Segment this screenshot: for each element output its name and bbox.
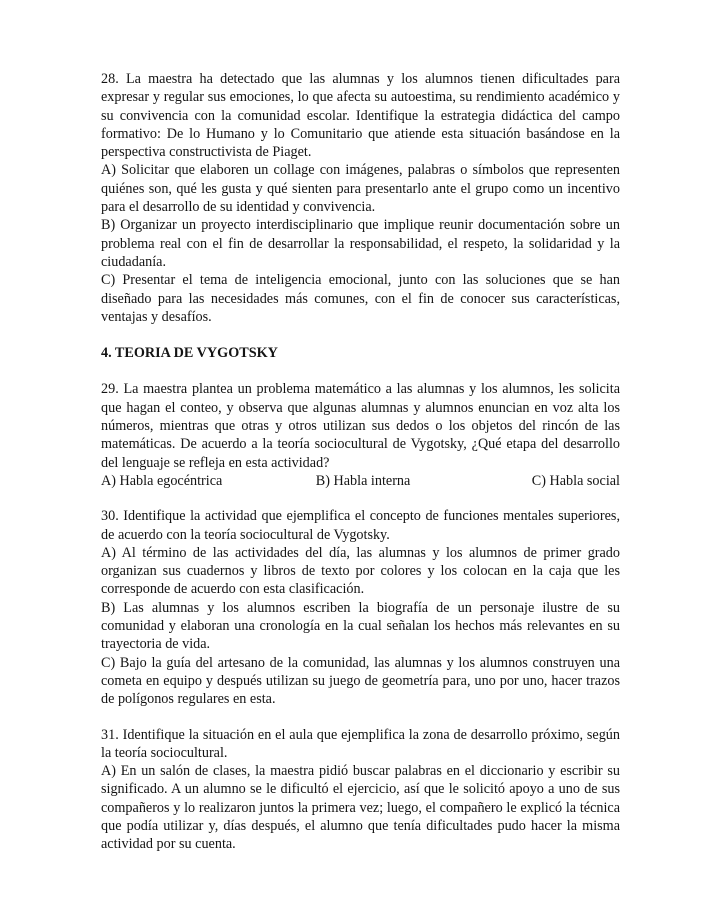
question-31 <box>101 726 620 854</box>
question-30 <box>101 507 620 708</box>
question-30-option-a: A) Al término de las actividades del día, las alumnas y los alumnos de primer grado organizan sus cuadernos y libros de texto por colores y los colocan en la caja que les corresponde de acuerdo con esta clasificación. <box>101 544 620 598</box>
question-29-option-b: B) Habla interna <box>315 472 411 489</box>
spacer <box>101 709 620 726</box>
spacer <box>101 362 620 380</box>
question-28-option-b: B) Organizar un proyecto interdisciplinario que implique reunir documentación sobre un problema real con el fin de desarrollar la responsabilidad, el respeto, la solidaridad y la ciudadanía. <box>101 217 620 270</box>
question-29-stem: 29. La maestra plantea un problema matemático a las alumnas y los alumnos, les solicita que hagan el conteo, y observa que algunas alumnas y alumnos enuncian en voz alta los números, mientras que otras y otros utilizan sus dedos o los objetos del rincón de las matemáticas. De acuerdo a la teoría sociocultural de Vygotsky, ¿Qué etapa del desarrollo del lenguaje se refleja en esta actividad? <box>101 381 620 471</box>
question-31-option-a: A) En un salón de clases, la maestra pidió buscar palabras en el diccionario y escribir su significado. A un alumno se le dificultó el ejercicio, así que le solicitó apoyo a uno de sus compañeros y lo realizaron juntos la primera vez; luego, el compañero le explicó la técnica que podía utilizar y, días después, el alumno que tenía dificultades pudo hacer la misma actividad por su cuenta. <box>101 763 620 853</box>
question-31-stem: 31. Identifique la situación en el aula que ejemplifica la zona de desarrollo próximo, según la teoría sociocultural. <box>101 726 620 761</box>
question-28-option-c: C) Presentar el tema de inteligencia emocional, junto con las soluciones que se han diseñado para las necesidades más comunes, con el fin de conocer sus características, ventajas y desafíos. <box>101 272 620 325</box>
question-29-options <box>101 472 620 490</box>
question-30-option-b: B) Las alumnas y los alumnos escriben la biografía de un personaje ilustre de su comunidad y elaboran una cronología en la cual señalan los hechos más relevantes en su trayectoria de vida. <box>101 599 620 653</box>
section-heading: 4. TEORIA DE VYGOTSKY <box>101 345 278 362</box>
spacer <box>101 490 620 507</box>
question-28 <box>101 70 620 326</box>
question-29 <box>101 380 620 490</box>
question-29-option-a: A) Habla egocéntrica <box>101 472 223 489</box>
question-28-option-a: A) Solicitar que elaboren un collage con imágenes, palabras o símbolos que representen quiénes son, qué les gusta y qué sienten para presentarlo ante el grupo como un incentivo para el desarrollo de su identidad y convivencia. <box>101 162 620 216</box>
question-29-option-c: C) Habla social <box>531 472 620 489</box>
question-30-stem: 30. Identifique la actividad que ejemplifica el concepto de funciones mentales superiores, de acuerdo con la teoría sociocultural de Vygotsky. <box>101 508 620 543</box>
question-30-option-c: C) Bajo la guía del artesano de la comunidad, las alumnas y los alumnos construyen una cometa en equipo y después utilizan su juego de geometría para, uno por uno, hacer trazos de polígonos regulares en esta. <box>101 654 620 708</box>
question-28-stem: 28. La maestra ha detectado que las alumnas y los alumnos tienen dificultades para expresar y regular sus emociones, lo que afecta su autoestima, su rendimiento académico y su convivencia con la comunidad escolar. Identifique la estrategia didáctica del campo formativo: De lo Humano y lo Comunitario que atiende esta situación basándose en la perspectiva constructivista de Piaget. <box>101 71 620 161</box>
spacer <box>101 326 620 344</box>
